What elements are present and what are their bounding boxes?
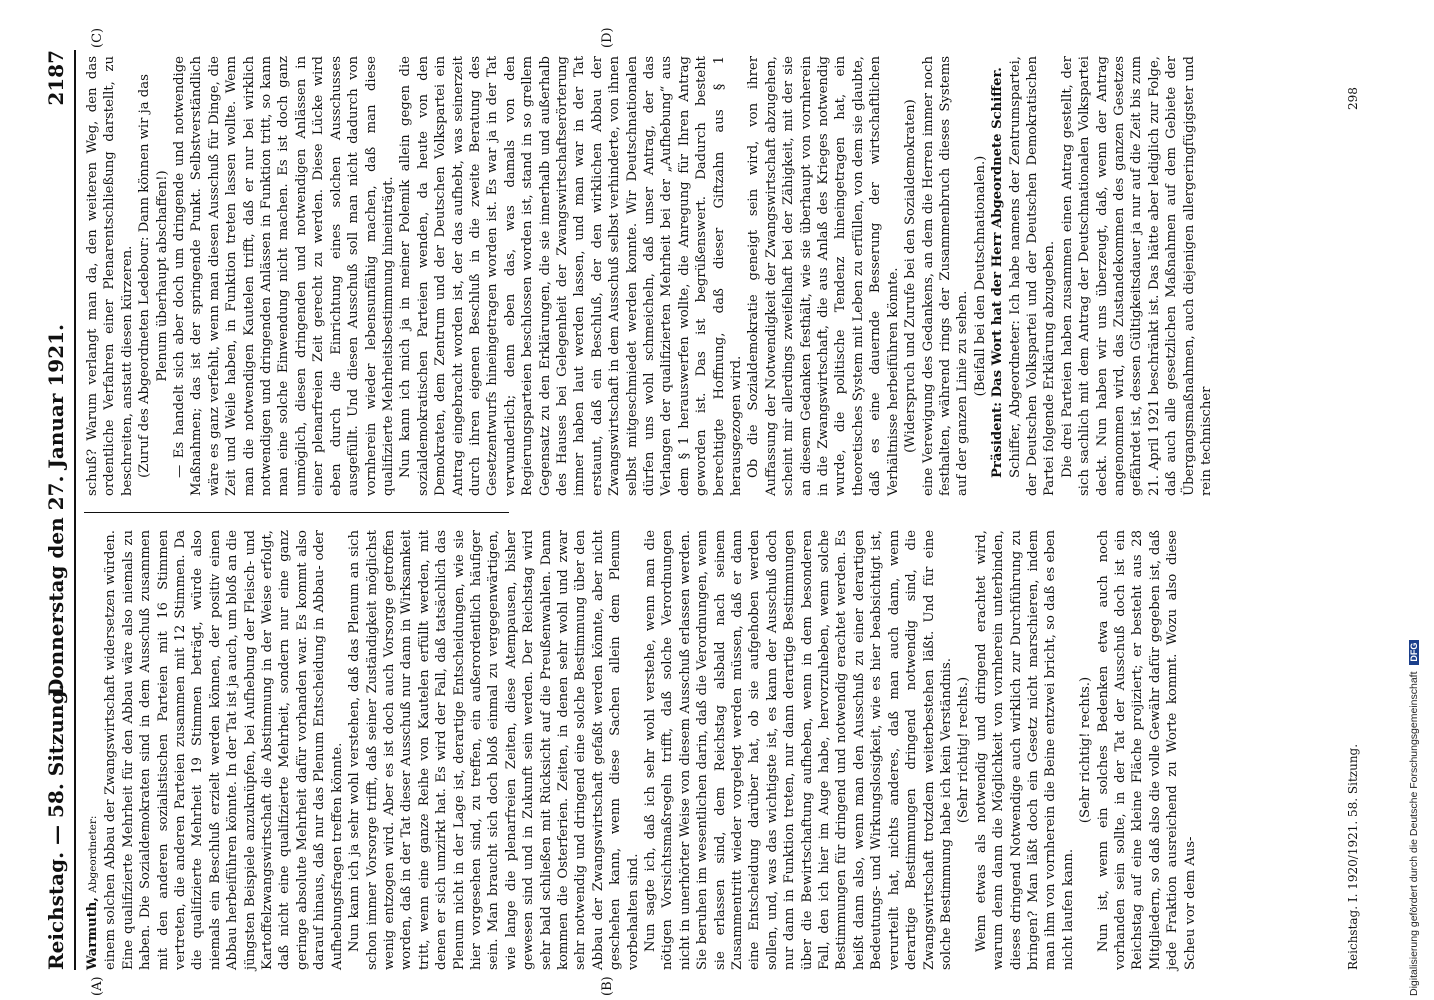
president-statement: Präsident: Das Wort hat der Herr Abgeordnete Schiffer. — [990, 67, 1006, 478]
funding-text: Digitalisierung gefördert durch die Deutsche Forschungsgemeinschaft — [1408, 671, 1420, 996]
right-column — [84, 56, 1215, 496]
paragraph: Wenn etwas als notwendig und dringend erachtet wird, warum denn dann die Möglichkeit von vornherein unterbinden, dieses dringend Notwendige auch wirklich zur Durchführung zu bringen? Man läßt doch ein Gesetz nicht marschieren, indem man ihm von vornherein die Beine entzwei bricht, so daß es eben nicht laufen kann. — [973, 530, 1076, 970]
speaker-role: Abgeordneter: — [87, 815, 99, 893]
paragraph: Nun sagte ich, daß ich sehr wohl verstehe, wenn man die nötigen Vorsichtsmaßregeln trifft, daß solche Verordnungen nicht in unerhörter Weise von diesem Ausschuß erlassen werden. Sie beruhen im wesentlichen darin, daß die Verordnungen, wenn sie erlassen sind, dem Reichstag alsbald nach seinem Zusammentritt wieder vorgelegt werden müssen, daß er dann eine Entscheidung darüber hat, ob sie aufgehoben werden sollen, und, was das wichtigste ist, es kann der Ausschuß doch nur dann in Funktion treten, nur dann derartige Bestimmungen über die Bewirtschaftung aufheben, wenn in dem besonderen Fall, den ich hier im Auge habe, hervorzuheben, wenn solche Bestimmungen für dringend und notwendig erachtet werden. Es heißt dann also, wenn man den Ausschuß zu einer derartigen Bedeutungs- und Wirkungslosigkeit, wie es hier beabsichtigt ist, verurteilt hat, nichts anderes, daß man auch dann, wenn derartige Bestimmungen dringend notwendig sind, die Zwangswirtschaft trotzdem weiterbestehen läßt. Und für eine solche Bestimmung habe ich kein Verständnis. — [643, 530, 954, 970]
paragraph: Nun ist, wenn ein solches Bedenken etwa auch noch vorhanden sein sollte, in der Tat der Ausschuß doch ist ein Reichstag auf eine kleine Fläche projiziert; er besteht aus 28 Mitgliedern, so daß also die volle Gewähr dafür gegeben ist, daß jede Fraktion ausreichend zu Worte kommt. Wozu also diese Scheu vor dem Aus- — [1095, 530, 1198, 970]
paragraph: schuß? Warum verlangt man da, den weiteren Weg, den das ordentliche Verfahren einer Plenarentschließung darstellt, zu beschreiten, anstatt diesen kürzeren. — [85, 56, 135, 496]
marker-c: (C) — [90, 27, 105, 48]
marker-d: (D) — [600, 27, 615, 48]
paragraph: Schiffer, Abgeordneter: Ich habe namens der Zentrumspartei, der Deutschen Volkspartei und der Deutschen Demokratischen Partei folgende Erklärung abzugeben. — [1007, 56, 1058, 496]
paragraph: einem solchen Abbau der Zwangswirtschaft widersetzen würden. Eine qualifizierte Mehrheit für den Abbau wäre also niemals zu haben. Die Sozialdemokraten sind in dem Ausschuß zusammen mit den anderen sozialistischen Parteien mit 16 Stimmen vertreten, die anderen Parteien zusammen mit 12 Stimmen. Da die qualifizierte Mehrheit 19 Stimmen beträgt, würde also niemals ein Beschluß erzielt werden können, der positiv einen Abbau herbeiführen könnte. In der Tat ist ja auch, um bloß an die jüngsten Beispiele anzuknüpfen, bei Aufhebung der Fleisch- und Kartoffelzwangswirtschaft die Abstimmung in der Weise erfolgt, daß nicht eine qualifizierte Mehrheit, sondern nur eine ganz geringe absolute Mehrheit dafür vorhanden war. Es kommt also darauf hinaus, daß nur das Plenum Entscheidung in Abbau- oder Aufhebungsfragen treffen könnte. — [103, 530, 345, 970]
page-header — [40, 50, 76, 970]
sheet-number: 298 — [1346, 87, 1360, 110]
paragraph: Ob die Sozialdemokratie geneigt sein wird, von ihrer Auffassung der Notwendigkeit der Zwangswirtschaft abzugehen, scheint mir allerdings zweifelhaft bei der Zähigkeit, mit der sie an diesem Gedanken festhält, wie sie überhaupt von vornherein in die Zwangswirtschaft, die aus Anlaß des Krieges notwendig wurde, die politische Tendenz hineingetragen hat, ein theoretisches System mit Leben zu erfüllen, von dem sie glaubte, daß es eine dauernde Besserung der wirtschaftlichen Verhältnisse herbeiführen könnte. — [746, 56, 901, 496]
interjection: (Sehr richtig! rechts.) — [956, 676, 972, 824]
interjection: (Zuruf des Abgeordneten Ledebour: Dann können wir ja das Plenum überhaupt abschaffen!) — [137, 74, 170, 478]
marker-b: (B) — [600, 976, 615, 996]
header-session: Reichstag. — 58. Sitzung. — [44, 683, 68, 970]
interjection: (Beifall bei den Deutschnationalen.) — [972, 155, 988, 397]
rotated-page-content — [40, 27, 1380, 996]
funding-note — [1408, 6, 1426, 996]
interjection: (Sehr richtig! rechts.) — [1078, 676, 1094, 824]
page-footer: Reichstag. I. 1920/1921. 58. Sitzung. — [1346, 743, 1360, 970]
paragraph: Die drei Parteien haben zusammen einen Antrag gestellt, der sich sachlich mit dem Antrag der Deutschnationalen Volkspartei deckt. Nun haben wir uns überzeugt, daß, wenn der Antrag angenommen wird, das Zustandekommen des ganzen Gesetzes gefährdet ist, dessen Gültigkeitsdauer ja nur auf die Zeit bis zum 21. April 1921 beschränkt ist. Das hätte aber lediglich zur Folge, daß auch alle gesetzlichen Maßnahmen auf dem Gebiete der Übergangsmaßnahmen, auch diejenigen allergeringfügigster und rein technischer — [1059, 56, 1214, 496]
speaker-name: Warmuth, — [85, 897, 100, 970]
paragraph: eine Verewigung des Gedankens, an dem die Herren immer noch festhalten, während rings der Zusammenbruch dieses Systems auf der ganzen Linie zu sehen. — [920, 56, 971, 496]
paragraph: Nun kann ich mich ja in meiner Polemik allein gegen die sozialdemokratischen Parteien wenden, da heute von den Demokraten, dem Zentrum und der Deutschen Volkspartei ein Antrag eingebracht worden ist, der das aufhebt, was seinerzeit durch ihren eigenen Beschluß in die zweite Beratung des Gesetzentwurfs hineingetragen worden ist. Es war ja in der Tat verwunderlich; denn eben das, was damals von den Regierungsparteien beschlossen worden ist, stand in so grellem Gegensatz zu den Erklärungen, die sie innerhalb und außerhalb des Hauses bei Gelegenheit der Zwangswirtschaftserörterung immer haben laut werden lassen, und man war in der Tat erstaunt, daß ein Beschluß, der den wirklichen Abbau der Zwangswirtschaft in dem Ausschuß selbst verhinderte, von ihnen selbst mitgeschmiedet werden konnte. Wir Deutschnationalen dürfen uns wohl schmeicheln, daß unser Antrag, der das Verlangen der qualifizierten Mehrheit bei der „Aufhebung“ aus dem § 1 herauswerfen wollte, die Anregung für Ihren Antrag geworden ist. Das ist begrüßenswert. Dadurch besteht berechtigte Hoffnung, daß dieser Giftzahn aus § 1 herausgezogen wird. — [398, 56, 745, 496]
column-divider — [84, 512, 509, 513]
dfg-logo: DFG — [1409, 640, 1419, 665]
header-date: Donnerstag den 27. Januar 1921. — [44, 324, 68, 696]
left-column — [84, 530, 1199, 970]
speaker-line — [84, 530, 102, 970]
marker-a: (A) — [90, 976, 105, 996]
header-page-number: 2187 — [44, 50, 68, 106]
paragraph: — Es handelt sich aber doch um dringende und notwendige Maßnahmen; das ist der springende Punkt. Selbstverständlich wäre es ganz verfehlt, wenn man diesen Ausschuß für Dinge, die Zeit und Weile haben, in Funktion treten lassen wollte. Wenn man die notwendigen Kautelen trifft, daß er nur bei wirklich notwendigen und dringenden Anlässen in Funktion tritt, so kann man eine solche Einwendung nicht machen. Es ist doch ganz unmöglich, diesen dringenden und notwendigen Anlässen in einer plenarfreien Zeit gerecht zu werden. Diese Lücke wird eben durch die Einrichtung eines solchen Ausschusses ausgefüllt. Und diesen Ausschuß soll man nicht dadurch von vornherein wieder lebensunfähig machen, daß man diese qualifizierte Mehrheitsbestimmung hineinträgt. — [172, 56, 396, 496]
paragraph: Nun kann ich ja sehr wohl verstehen, daß das Plenum an sich schon immer Vorsorge trifft, daß seiner Zuständigkeit möglichst wenig entzogen wird. Aber es ist doch auch Vorsorge getroffen worden, daß in der Tat dieser Ausschuß nur dann in Wirksamkeit tritt, wenn eine ganze Reihe von Kautelen erfüllt werden, mit denen er sich umzirkt hat. Es wird der Fall, daß tatsächlich das Plenum nicht in der Lage ist, derartige Entscheidungen, wie sie hier vorgesehen sind, zu treffen, ein außerordentlich häufiger sein. Man braucht sich doch bloß einmal zu vergegenwärtigen, wie lange die plenarfreien Zeiten, diese Atempausen, bisher gewesen sind und in Zukunft sein werden. Der Reichstag wird sehr bald schließen mit Rücksicht auf die Preußenwahlen. Dann kommen die Osterferien. Zeiten, in denen sehr wohl und zwar sehr notwendig und dringend eine solche Bestimmung über den Abbau der Zwangswirtschaft gefaßt werden könnte, aber nicht geschehen kann, wenn diese Sachen allein dem Plenum vorbehalten sind. — [347, 530, 641, 970]
interjection: (Widerspruch und Zurufe bei den Sozialdemokraten) — [903, 99, 919, 453]
